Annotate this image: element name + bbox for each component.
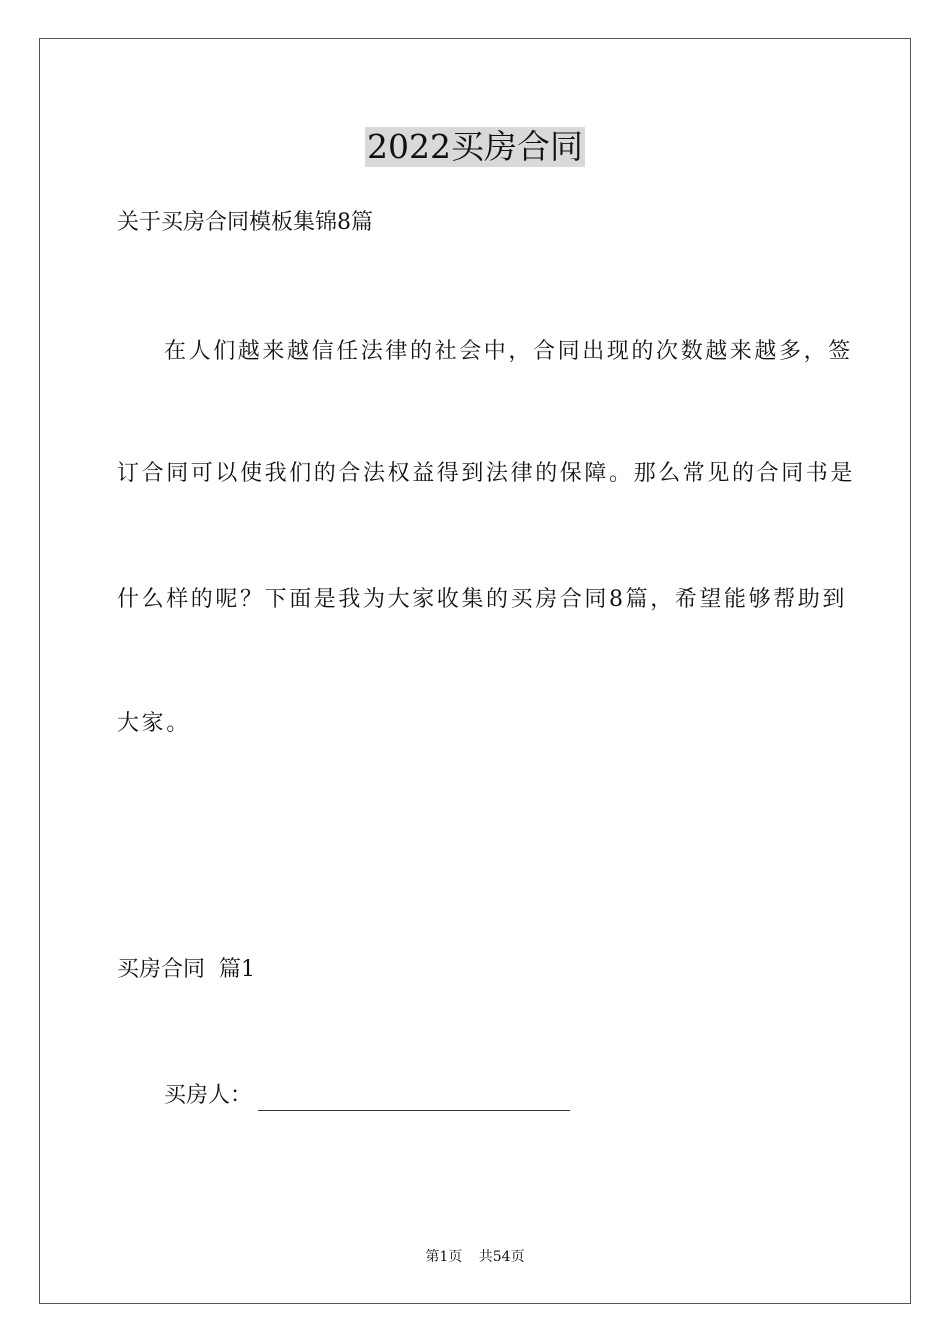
intro-line-3: 什么样的呢？下面是我为大家收集的买房合同8篇，希望能够帮助到 [117,587,847,612]
section-heading: 买房合同 篇1 [117,957,255,982]
title-container [0,127,950,167]
buyer-label: 买房人： [164,1083,253,1108]
buyer-blank-line [258,1088,570,1111]
page-current: 第1页 [425,1249,463,1265]
intro-line-4: 大家。 [117,711,191,736]
intro-line-1: 在人们越来越信任法律的社会中，合同出现的次数越来越多，签 [164,339,853,364]
page-total: 共54页 [478,1249,525,1265]
document-subtitle: 关于买房合同模板集锦8篇 [117,210,373,235]
buyer-field-row [164,1081,570,1111]
page-footer [0,1248,950,1266]
intro-line-2: 订合同可以使我们的合法权益得到法律的保障。那么常见的合同书是 [117,461,856,486]
document-title: 2022买房合同 [367,127,583,166]
